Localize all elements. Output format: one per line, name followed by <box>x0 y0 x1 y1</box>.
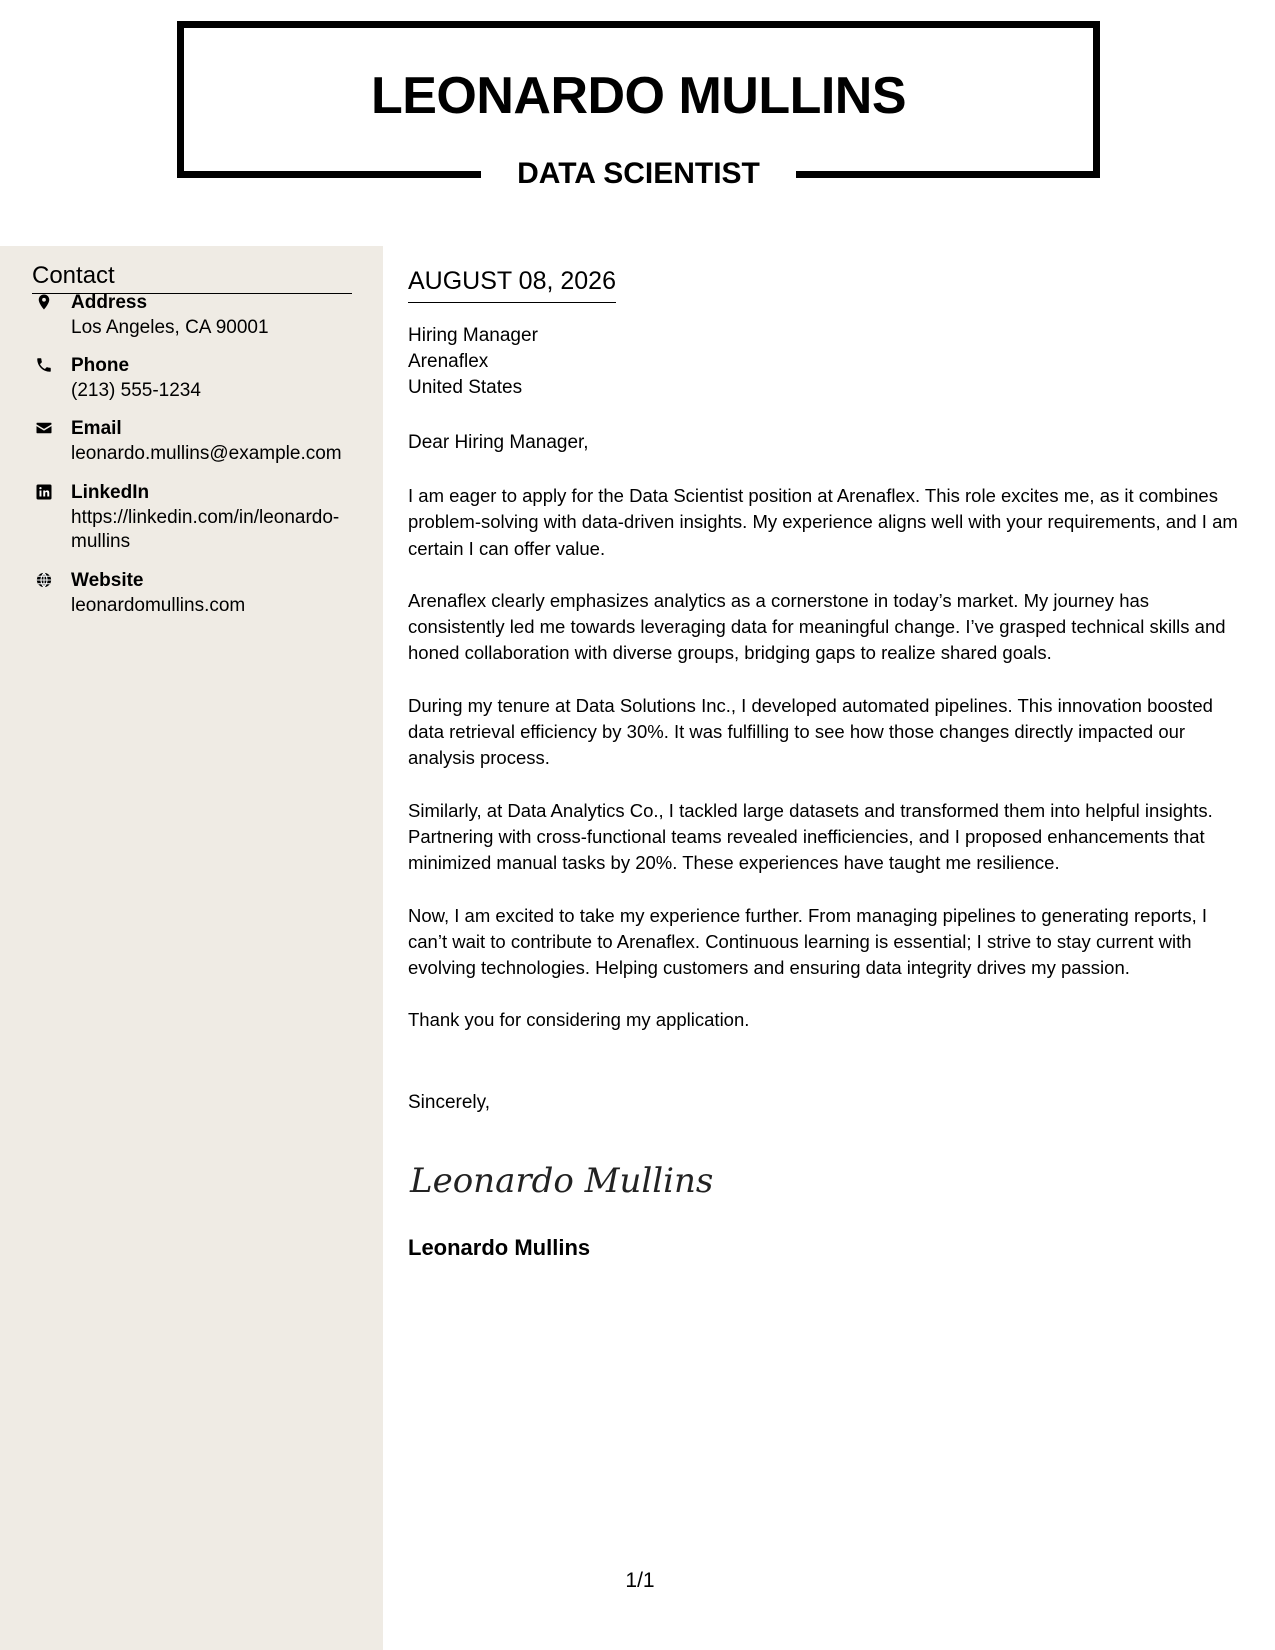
paragraph: Thank you for considering my application. <box>408 1009 750 1031</box>
email-value[interactable]: leonardo.mullins@example.com <box>71 443 342 464</box>
job-title: DATA SCIENTIST <box>481 155 796 193</box>
letter-paragraphs <box>408 483 1248 1060</box>
recipient-line: Hiring Manager <box>408 325 538 346</box>
location-pin-icon <box>35 293 53 311</box>
paragraph: Now, I am excited to take my experience further. From managing pipelines to generating reports, I can’t wait to contribute to Arenaflex. Continuous learning is essential; I strive to stay current with evolving technologies. Helping customers and ensuring data integrity drives my passion. <box>408 904 1207 979</box>
phone-icon <box>35 356 53 374</box>
paragraph: Arenaflex clearly emphasizes analytics as a cornerstone in today’s market. My journey has consistently led me towards leveraging data for meaningful change. I’ve grasped technical skills and honed collaboration with diverse groups, bridging gaps to realize shared goals. <box>408 589 1226 664</box>
website-value[interactable]: leonardomullins.com <box>71 595 246 616</box>
closing: Sincerely, <box>408 1092 491 1113</box>
contact-label: Phone <box>71 355 130 376</box>
header-box <box>177 21 1100 190</box>
signed-name: Leonardo Mullins <box>408 1235 591 1260</box>
candidate-name: LEONARDO MULLINS <box>370 67 907 125</box>
contact-sidebar <box>0 246 383 1650</box>
contact-heading: Contact <box>32 261 352 294</box>
globe-icon <box>35 571 53 589</box>
job-title-wrap <box>184 155 1093 193</box>
letter-date: AUGUST 08, 2026 <box>408 266 616 303</box>
paragraph: Similarly, at Data Analytics Co., I tackled large datasets and transformed them into helpful insights. Partnering with cross-functional teams revealed inefficiencies, and I proposed enhancements that minimized manual tasks by 20%. These experiences have taught me resilience. <box>408 799 1213 874</box>
contact-label: Email <box>71 418 122 439</box>
recipient-line: United States <box>408 377 523 398</box>
signature-image <box>408 1150 714 1210</box>
phone-value: (213) 555-1234 <box>71 380 201 401</box>
contact-label: Website <box>71 570 144 591</box>
contact-label: LinkedIn <box>71 482 150 503</box>
contact-label: Address <box>71 292 148 313</box>
paragraph: During my tenure at Data Solutions Inc., I developed automated pipelines. This innovation boosted data retrieval efficiency by 30%. It was fulfilling to see how those changes directly impacted our analysis process. <box>408 694 1213 769</box>
recipient-line: Arenaflex <box>408 351 489 372</box>
envelope-icon <box>35 419 53 437</box>
address-value: Los Angeles, CA 90001 <box>71 317 269 338</box>
signature-text: Leonardo Mullins <box>410 1161 714 1201</box>
salutation: Dear Hiring Manager, <box>408 432 589 453</box>
recipient-block <box>408 323 538 401</box>
page-number: 1/1 <box>625 1569 655 1592</box>
paragraph: I am eager to apply for the Data Scientist position at Arenaflex. This role excites me, as it combines problem-solving with data-driven insights. My experience aligns well with your requirements, and I am certain I can offer value. <box>408 485 1238 559</box>
linkedin-value[interactable]: https://linkedin.com/in/leonardo-mullins <box>71 507 340 552</box>
linkedin-icon <box>35 483 53 501</box>
